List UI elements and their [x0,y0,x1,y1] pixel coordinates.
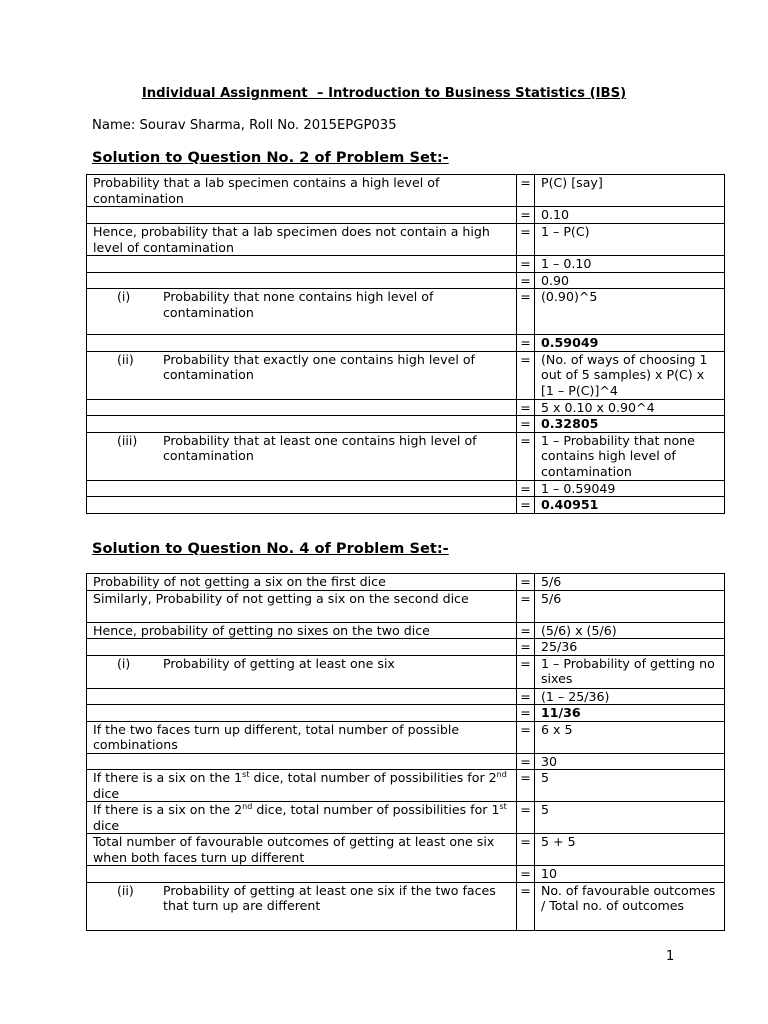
table-row [87,655,725,688]
value-cell: 30 [535,753,725,770]
value-cell: (0.90)^5 [535,289,725,335]
description-cell [87,335,517,352]
value-cell: 0.10 [535,207,725,224]
equals-sign: = [517,574,535,591]
ordinal-suffix: st [499,802,507,811]
value-cell: 5 [535,802,725,834]
value-cell: 5 + 5 [535,834,725,866]
value-cell: (5/6) x (5/6) [535,622,725,639]
equals-sign: = [517,753,535,770]
table-row [87,224,725,256]
value-cell: 5 x 0.10 x 0.90^4 [535,399,725,416]
equals-sign: = [517,224,535,256]
equals-sign: = [517,866,535,883]
value-cell: P(C) [say] [535,175,725,207]
equals-sign: = [517,497,535,514]
description-text: dice, total number of possibilities for 2 [249,770,497,785]
equals-sign: = [517,882,535,930]
description-cell [87,272,517,289]
table-row [87,721,725,753]
table-row [87,432,725,480]
description-cell [87,770,517,802]
table-row [87,622,725,639]
table-row [87,882,725,930]
description-text: If there is a six on the 2 [93,802,243,817]
table-row [87,351,725,399]
value-cell: 0.59049 [535,335,725,352]
table-row [87,480,725,497]
description-cell [87,655,517,688]
equals-sign: = [517,834,535,866]
description-cell [87,416,517,433]
equals-sign: = [517,622,535,639]
table-row [87,207,725,224]
value-cell: 0.90 [535,272,725,289]
value-cell: 5 [535,770,725,802]
description-cell: Hence, probability that a lab specimen does not contain a high level of contamination [87,224,517,256]
description-cell: Total number of favourable outcomes of getting at least one six when both faces turn up different [87,834,517,866]
value-cell: 11/36 [535,705,725,722]
table-row [87,574,725,591]
equals-sign: = [517,207,535,224]
table-row [87,497,725,514]
table-row [87,770,725,802]
equals-sign: = [517,705,535,722]
sub-question-text: Probability that exactly one contains high level of contamination [163,351,475,382]
value-cell: 5/6 [535,574,725,591]
description-cell [87,866,517,883]
description-cell [87,480,517,497]
equals-sign: = [517,655,535,688]
equals-sign: = [517,175,535,207]
value-cell: 0.32805 [535,416,725,433]
equals-sign: = [517,770,535,802]
question-4-heading: Solution to Question No. 4 of Problem Set:- [92,540,449,557]
table-row [87,834,725,866]
sub-question-number: (iii) [117,432,138,448]
description-cell: Hence, probability of getting no sixes on the two dice [87,622,517,639]
description-cell [87,688,517,705]
value-cell: 1 – 0.59049 [535,480,725,497]
equals-sign: = [517,590,535,622]
sub-question-text: Probability of getting at least one six if the two faces that turn up are different [163,882,496,913]
sub-question-number: (ii) [117,351,134,367]
sub-question-text: Probability that at least one contains high level of contamination [163,432,477,463]
description-cell: Probability of not getting a six on the first dice [87,574,517,591]
equals-sign: = [517,416,535,433]
ordinal-suffix: st [242,770,250,779]
sub-question-number: (ii) [117,882,134,898]
description-cell [87,802,517,834]
sub-question-text: Probability of getting at least one six [163,655,395,671]
description-text: If there is a six on the 1 [93,770,243,785]
description-cell: Similarly, Probability of not getting a six on the second dice [87,590,517,622]
value-cell: (1 – 25/36) [535,688,725,705]
table-row [87,289,725,335]
table-row [87,335,725,352]
ordinal-suffix: nd [496,770,507,779]
description-cell: Probability that a lab specimen contains a high level of contamination [87,175,517,207]
equals-sign: = [517,432,535,480]
description-text: dice [93,785,120,801]
equals-sign: = [517,272,535,289]
value-cell: 1 – 0.10 [535,256,725,273]
sub-question-number: (i) [117,289,131,304]
description-cell [87,351,517,399]
value-cell: 25/36 [535,639,725,656]
equals-sign: = [517,688,535,705]
table-row [87,416,725,433]
table-row [87,753,725,770]
equals-sign: = [517,721,535,753]
value-cell: 10 [535,866,725,883]
student-name-line: Name: Sourav Sharma, Roll No. 2015EPGP035 [92,118,397,133]
table-row [87,688,725,705]
equals-sign: = [517,639,535,656]
description-text: dice, total number of possibilities for 1 [252,802,500,817]
description-cell [87,399,517,416]
table-row [87,399,725,416]
ordinal-suffix: nd [242,802,253,811]
description-cell [87,256,517,273]
question-4-table [86,573,725,931]
description-cell: If the two faces turn up different, total number of possible combinations [87,721,517,753]
question-2-heading: Solution to Question No. 2 of Problem Set:- [92,149,449,166]
value-cell: 1 – Probability of getting no sixes [535,655,725,688]
equals-sign: = [517,802,535,834]
description-cell [87,432,517,480]
value-cell: 1 – Probability that none contains high level of contamination [535,432,725,480]
description-cell [87,753,517,770]
page-number: 1 [666,949,675,964]
description-cell [87,705,517,722]
description-text: dice [93,817,120,833]
table-row [87,590,725,622]
equals-sign: = [517,256,535,273]
equals-sign: = [517,335,535,352]
sub-question-text: Probability that none contains high level of contamination [163,289,434,320]
question-2-table [86,174,725,514]
sub-question-number: (i) [117,655,131,671]
equals-sign: = [517,480,535,497]
description-cell [87,882,517,930]
description-cell [87,497,517,514]
table-row [87,802,725,834]
value-cell: No. of favourable outcomes / Total no. of outcomes [535,882,725,930]
description-cell [87,207,517,224]
table-row [87,705,725,722]
equals-sign: = [517,399,535,416]
equals-sign: = [517,351,535,399]
value-cell: 1 – P(C) [535,224,725,256]
table-row [87,175,725,207]
value-cell: 6 x 5 [535,721,725,753]
equals-sign: = [517,289,535,335]
table-row [87,256,725,273]
description-cell [87,289,517,335]
value-cell: 5/6 [535,590,725,622]
value-cell: 0.40951 [535,497,725,514]
table-row [87,639,725,656]
table-row [87,866,725,883]
value-cell: (No. of ways of choosing 1 out of 5 samples) x P(C) x [1 – P(C)]^4 [535,351,725,399]
description-cell [87,639,517,656]
page-title: Individual Assignment – Introduction to Business Statistics (IBS) [141,86,627,101]
table-row [87,272,725,289]
